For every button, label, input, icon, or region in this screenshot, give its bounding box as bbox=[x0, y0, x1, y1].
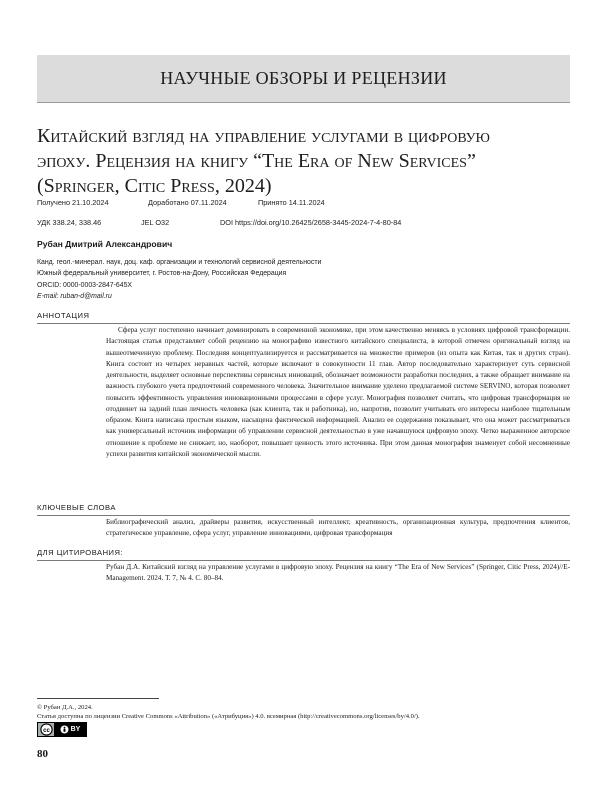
doi-link[interactable]: DOI https://doi.org/10.26425/2658-3445-2024-7-4-80-84 bbox=[220, 218, 402, 227]
keywords-header bbox=[37, 503, 570, 516]
keywords-heading: КЛЮЧЕВЫЕ СЛОВА bbox=[37, 503, 116, 512]
jel-code: JEL O32 bbox=[141, 218, 170, 227]
footnote-rule bbox=[37, 698, 159, 699]
article-title-line-1: Китайский взгляд на управление услугами в цифровую bbox=[37, 125, 490, 147]
author-affiliation: Южный федеральный университет, г. Ростов-на-Дону, Российская Федерация bbox=[37, 270, 287, 278]
received-date: Получено 21.10.2024 bbox=[37, 198, 109, 207]
cc-icon bbox=[38, 723, 54, 736]
keywords-text: Библиографический анализ, драйверы развития, искусственный интеллект, креативность, организационная культура, предпочтения клиентов, стратегическое управление, сфера услуг, управление инновациями, цифровая трансформация bbox=[106, 518, 570, 538]
copyright-notice: © Рубан Д.А., 2024. bbox=[37, 704, 93, 711]
author-info bbox=[37, 257, 572, 302]
citation-header bbox=[37, 548, 570, 561]
citation-text: Рубан Д.А. Китайский взгляд на управление услугами в цифровую эпоху. Рецензия на книгу “The Era of New Services” (Springer, Citic Press, 2024)//E-Management. 2024. Т. 7, № 4. С. 80–84. bbox=[106, 563, 570, 583]
cc-icon-label: cc bbox=[42, 727, 50, 734]
citation-heading: ДЛЯ ЦИТИРОВАНИЯ: bbox=[37, 548, 124, 557]
footnote bbox=[37, 703, 572, 721]
accepted-date: Принято 14.11.2024 bbox=[258, 198, 325, 207]
attribution-person-icon bbox=[60, 725, 69, 734]
article-title-line-2: эпоху. Рецензия на книгу “The Era of New Services” bbox=[37, 150, 476, 172]
author-degree: Канд. геол.-минерал. наук, доц. каф. организации и технологий сервисной деятельности bbox=[37, 259, 322, 266]
article-title-line-3: (Springer, Citic Press, 2024) bbox=[37, 175, 272, 197]
by-icon bbox=[54, 723, 86, 736]
abstract-header bbox=[37, 311, 570, 324]
by-icon-label: BY bbox=[70, 726, 81, 733]
udc-code: УДК 338.24, 338.46 bbox=[37, 218, 102, 227]
author-email[interactable]: E-mail: ruban-d@mail.ru bbox=[37, 292, 112, 300]
page-number: 80 bbox=[37, 748, 48, 760]
section-banner bbox=[37, 55, 570, 103]
abstract-text: Сфера услуг постепенно начинает доминировать в современной экономике, при этом качественно меняясь в условиях цифровой трансформации. Настоящая статья представляет собой рецензию на монографию известного китайского специалиста, в которой отмечен оригинальный взгляд на вышеотмеченную проблему. Последняя концептуализируется и рассматривается на множестве примеров (из опыта как Китая, так и других стран). Книга состоит из четырех неравных частей, которые включают в совокупности 11 глав. Автор последовательно характеризует суть сервисной деятельности, выделяет основные перспективы сервисных инноваций, обозначает возможности разработки последних, а также обращает внимание на важность глубокого учета предпочтений современного человека. Значительное внимание уделено предлагаемой системе SERVINO, которая позволяет повысить эффективность управления инновационными процессами в сфере услуг. Монография позволяет считать, что цифровая трансформация не отодвинет на задний план личность человека (как клиента, так и работника), но, напротив, позволит учитывать его интересы наиболее тщательным образом. Книга написана простым языком, насыщена фактической информацией. Анализ ее содержания показывает, что она может рассматриваться как универсальный источник информации об управлении сервисной деятельностью в уже начавшуюся цифровую эпоху. Четко выраженное авторское отношение к проблеме не снижает, но, наоборот, повышает ценность этого источника. При этом данная монография знаменует собой несомненные успехи развития китайской экономической мысли. bbox=[106, 326, 570, 458]
author-name: Рубан Дмитрий Александрович bbox=[37, 239, 173, 249]
revised-date: Доработано 07.11.2024 bbox=[148, 198, 227, 207]
article-title bbox=[37, 124, 572, 199]
section-title: НАУЧНЫЕ ОБЗОРЫ И РЕЦЕНЗИИ bbox=[160, 68, 447, 88]
cc-by-license-badge[interactable] bbox=[37, 722, 87, 737]
author-orcid[interactable]: ORCID: 0000-0003-2847-645X bbox=[37, 281, 132, 289]
license-notice[interactable]: Статья доступна по лицензии Creative Commons «Attribution» («Атрибуция») 4.0. всемирная (http://creativecommons.org/licenses/by/4.0/). bbox=[37, 713, 420, 721]
abstract-heading: АННОТАЦИЯ bbox=[37, 311, 90, 320]
